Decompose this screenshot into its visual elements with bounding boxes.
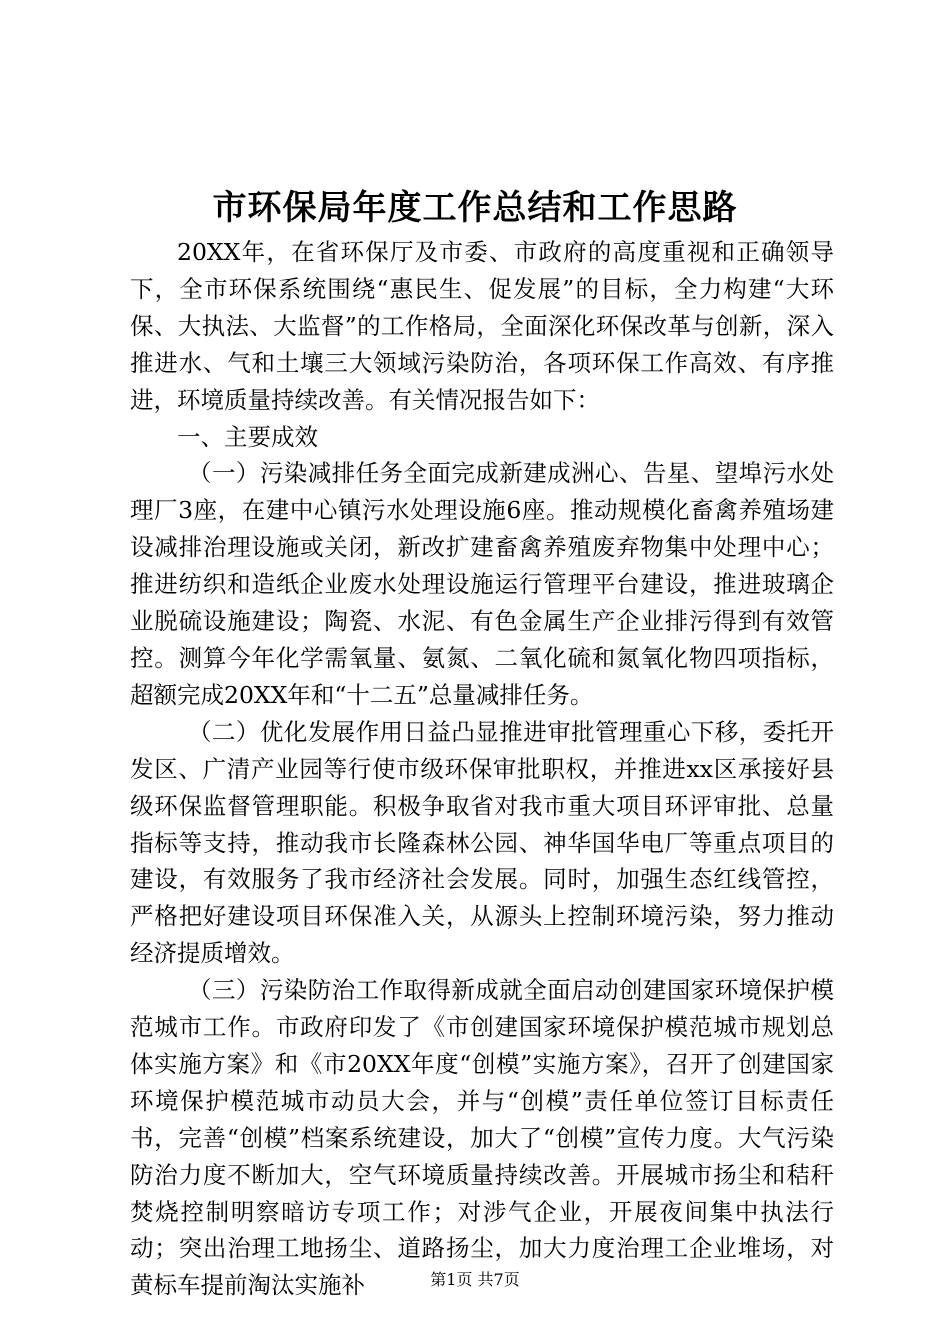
section-heading-main-results: 一、主要成效: [177, 422, 318, 451]
intro-paragraph: 20XX年，在省环保厅及市委、市政府的高度重视和正确领导下，全市环保系统围绕“惠民生、促发展”的目标，全力构建“大环保、大执法、大监督”的工作格局，全面深化环保改革与创新，深入推进水、气和土壤三大领域污染防治，各项环保工作高效、有序推进，环境质量持续改善。有关情况报告如下：: [130, 238, 834, 414]
document-body: [130, 234, 834, 1304]
paragraph-development-optimization: （二）优化发展作用日益凸显推进审批管理重心下移，委托开发区、广清产业园等行使市级环保审批职权，并推进xx区承接好县级环保监督管理职能。积极争取省对我市重大项目环评审批、总量指标等支持，推动我市长隆森林公园、神华国华电厂等重点项目的建设，有效服务了我市经济社会发展。同时，加强生态红线管控，严格把好建设项目环保准入关，从源头上控制环境污染，努力推动经济提质增效。: [130, 717, 834, 968]
page-number-footer: 第1页 共7页: [430, 1270, 520, 1289]
document-title: 市环保局年度工作总结和工作思路: [212, 188, 738, 228]
paragraph-pollution-control: （三）污染防治工作取得新成就全面启动创建国家环境保护模范城市工作。市政府印发了《市创建国家环境保护模范城市规划总体实施方案》和《市20XX年度“创模”实施方案》，召开了创建国家环境保护模范城市动员大会，并与“创模”责任单位签订目标责任书，完善“创模”档案系统建设，加大了“创模”宣传力度。大气污染防治力度不断加大，空气环境质量持续改善。开展城市扬尘和秸秆焚烧控制明察暗访专项工作；对涉气企业，开展夜间集中执法行动；突出治理工地扬尘、道路扬尘，加大力度治理工企业堆场，对黄标车提前淘汰实施补: [130, 976, 834, 1300]
paragraph-emission-reduction: （一）污染减排任务全面完成新建成洲心、告星、望埠污水处理厂3座，在建中心镇污水处理设施6座。推动规模化畜禽养殖场建设减排治理设施或关闭，新改扩建畜禽养殖废弃物集中处理中心；推进纺织和造纸企业废水处理设施运行管理平台建设，推进玻璃企业脱硫设施建设；陶瓷、水泥、有色金属生产企业排污得到有效管控。测算今年化学需氧量、氨氮、二氧化硫和氮氧化物四项指标，超额完成20XX年和“十二五”总量减排任务。: [130, 459, 834, 709]
